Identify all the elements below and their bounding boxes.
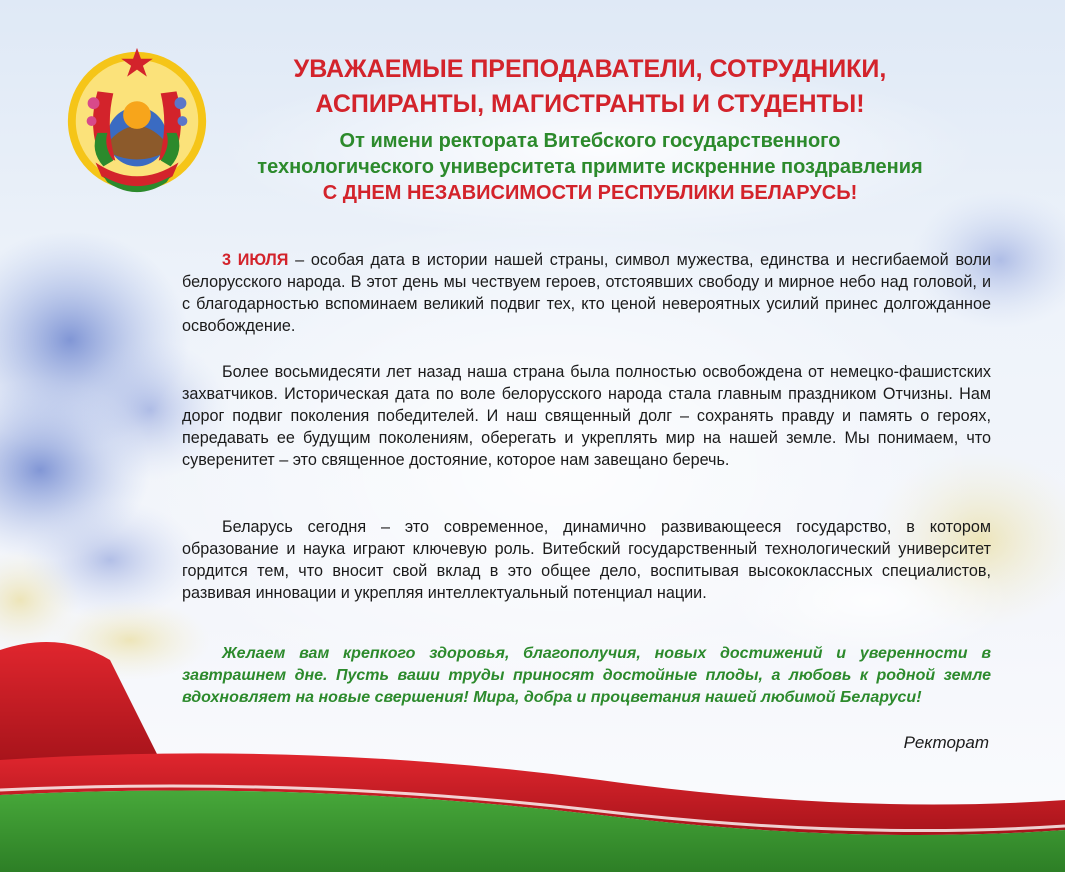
subheader-line-1: От имени ректората Витебского государственного	[339, 130, 841, 152]
paragraph-1-text: – особая дата в истории нашей страны, символ мужества, единства и несгибаемой воли белорусского народа. В этот день мы чествуем героев, отстоявших свободу и мирное небо над головой, и с благодарностью вспоминаем великий подвиг тех, кто ценой невероятных усилий принес долгожданное освобождение.	[182, 251, 991, 335]
subheader-line-3: С ДНЕМ НЕЗАВИСИМОСТИ РЕСПУБЛИКИ БЕЛАРУСЬ!	[322, 182, 858, 204]
belarus-coat-of-arms-icon	[58, 42, 216, 200]
signature: Ректорат	[903, 733, 989, 752]
wishes-paragraph: Желаем вам крепкого здоровья, благополучия, новых достижений и уверенности в завтрашнем дне. Пусть ваши труды приносят достойные плоды, а любовь к родной земле вдохновляет на новые свершения! Мира, добра и процветания нашей любимой Беларуси!	[182, 645, 991, 706]
date-highlight: 3 ИЮЛЯ	[222, 251, 289, 269]
header-line-1: УВАЖАЕМЫЕ ПРЕПОДАВАТЕЛИ, СОТРУДНИКИ,	[293, 55, 887, 83]
paragraph-2: Более восьмидесяти лет назад наша страна была полностью освобождена от немецко-фашистских захватчиков. Историческая дата по воле белорусского народа стала главным праздником Отчизны. Нам дорог подвиг поколения победителей. И наш священный долг – сохранять правду и память о героях, передавать ее будущим поколениям, оберегать и укреплять мир на нашей земле. Мы понимаем, что суверенитет – это священное достояние, которое нам завещано беречь.	[182, 363, 991, 469]
subheader-line-2: технологического университета примите искренние поздравления	[257, 156, 923, 178]
paragraph-1	[182, 249, 991, 337]
paragraph-3: Беларусь сегодня – это современное, динамично развивающееся государство, в котором образование и наука играют ключевую роль. Витебский государственный технологический университет гордится тем, что вносит свой вклад в это общее дело, воспитывая высококлассных специалистов, развивая инновации и укрепляя интеллектуальный потенциал нации.	[182, 518, 991, 602]
header-greeting	[250, 52, 930, 122]
subheader	[220, 128, 960, 206]
header-line-2: АСПИРАНТЫ, МАГИСТРАНТЫ И СТУДЕНТЫ!	[315, 90, 865, 118]
